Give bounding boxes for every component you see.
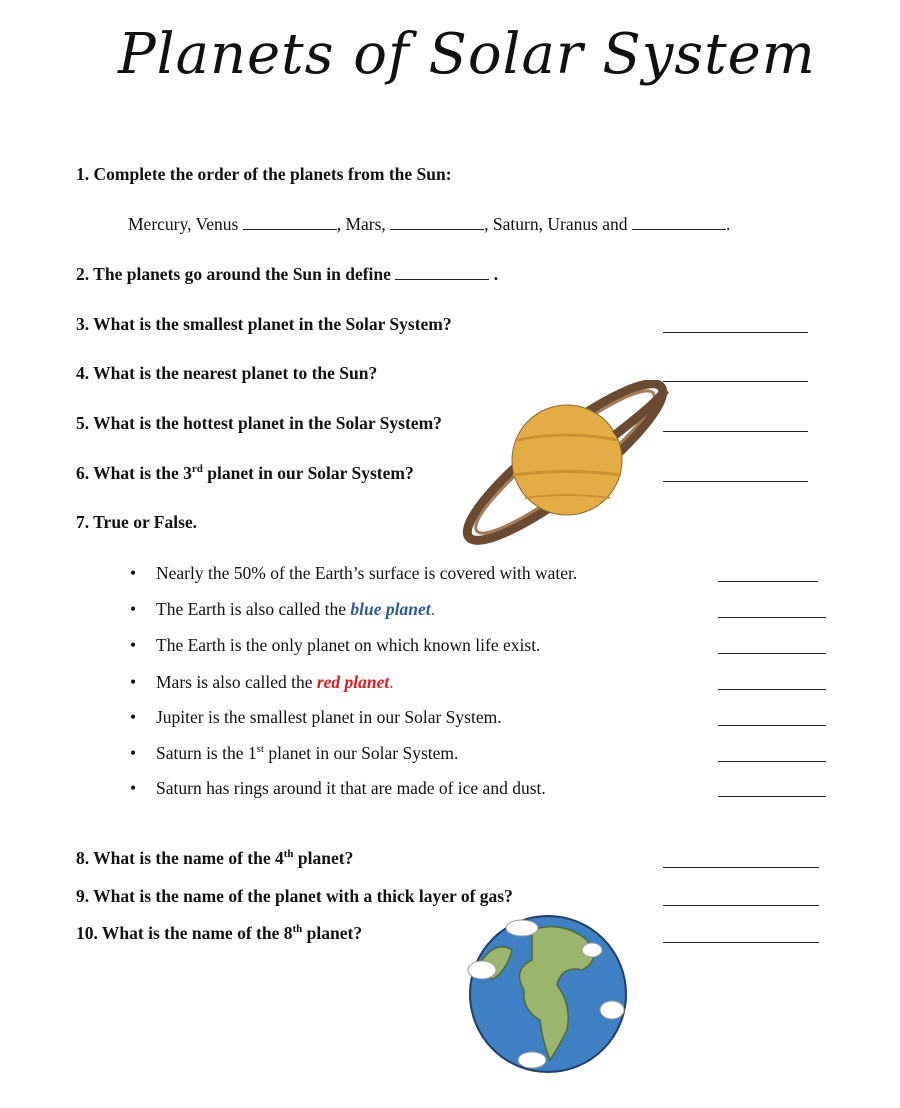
worksheet-title: Planets of Solar System <box>118 22 816 87</box>
question-7: 7. True or False. <box>76 512 198 532</box>
question-8: 8. What is the name of the 4th planet? <box>76 848 354 868</box>
answer-blank[interactable] <box>663 381 808 382</box>
answer-blank[interactable] <box>718 617 826 618</box>
question-5: 5. What is the hottest planet in the Solar System? <box>76 413 442 433</box>
earth-illustration <box>462 910 634 1075</box>
answer-blank[interactable] <box>395 278 489 280</box>
question-1-sequence: Mercury, Venus , Mars, , Saturn, Uranus and . <box>128 214 731 234</box>
saturn-illustration <box>455 380 675 545</box>
answer-blank[interactable] <box>663 905 819 906</box>
question-1: 1. Complete the order of the planets from the Sun: <box>76 164 452 184</box>
tf-statement-7: • Saturn has rings around it that are made of ice and dust. <box>130 778 546 798</box>
tf-statement-6: • Saturn is the 1st planet in our Solar System. <box>130 743 459 763</box>
answer-blank[interactable] <box>718 761 826 762</box>
tf-statement-1: • Nearly the 50% of the Earth’s surface is covered with water. <box>130 563 578 583</box>
question-3: 3. What is the smallest planet in the Solar System? <box>76 314 452 334</box>
answer-blank[interactable] <box>663 867 819 868</box>
question-9: 9. What is the name of the planet with a thick layer of gas? <box>76 886 513 906</box>
answer-blank[interactable] <box>718 581 818 582</box>
answer-blank[interactable] <box>663 942 819 943</box>
answer-blank[interactable] <box>243 228 337 230</box>
question-10: 10. What is the name of the 8th planet? <box>76 923 363 943</box>
answer-blank[interactable] <box>632 228 726 230</box>
tf-statement-2: • The Earth is also called the blue planet. <box>130 599 435 619</box>
answer-blank[interactable] <box>718 653 826 654</box>
tf-statement-5: • Jupiter is the smallest planet in our Solar System. <box>130 707 502 727</box>
answer-blank[interactable] <box>663 481 808 482</box>
tf-statement-4: • Mars is also called the red planet. <box>130 672 394 692</box>
tf-statement-3: • The Earth is the only planet on which known life exist. <box>130 635 541 655</box>
question-2: 2. The planets go around the Sun in define . <box>76 264 499 284</box>
answer-blank[interactable] <box>718 725 826 726</box>
answer-blank[interactable] <box>663 431 808 432</box>
answer-blank[interactable] <box>390 228 484 230</box>
question-6: 6. What is the 3rd planet in our Solar System? <box>76 463 414 483</box>
question-4: 4. What is the nearest planet to the Sun? <box>76 363 378 383</box>
answer-blank[interactable] <box>663 332 808 333</box>
answer-blank[interactable] <box>718 796 826 797</box>
answer-blank[interactable] <box>718 689 826 690</box>
